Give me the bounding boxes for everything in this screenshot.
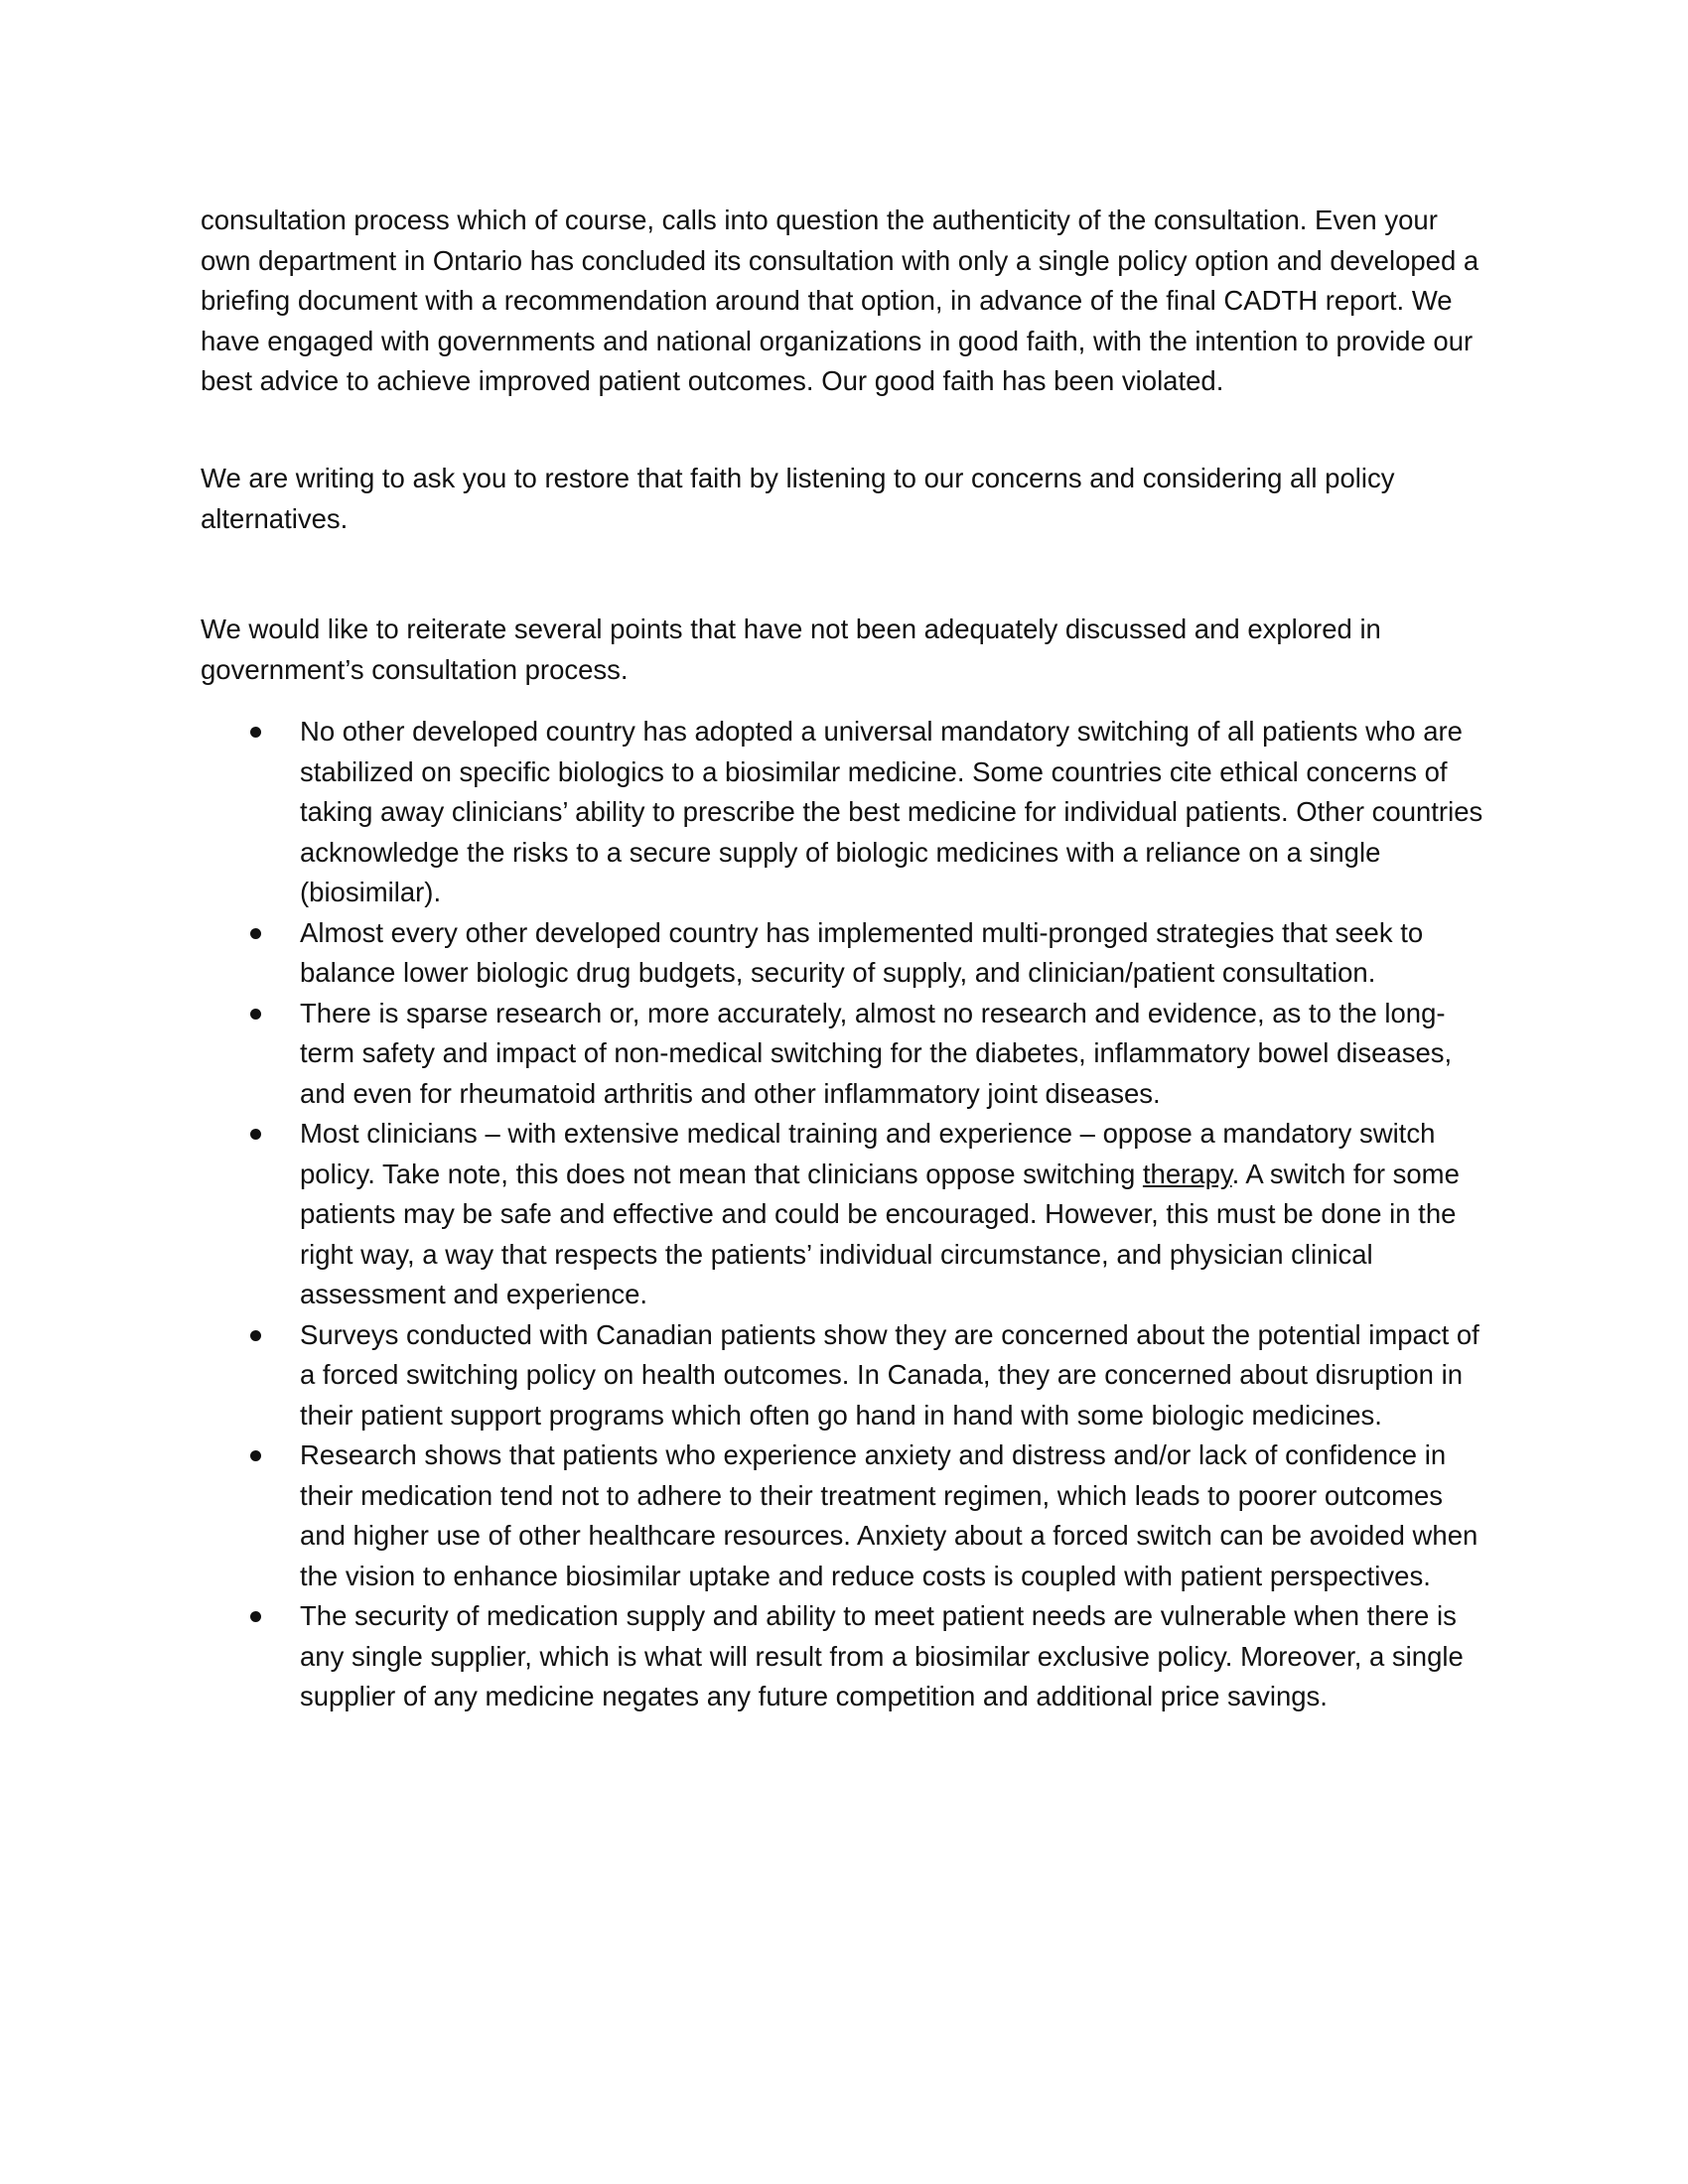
bullet-item — [201, 1315, 1487, 1436]
paragraph-consultation-process — [201, 201, 1487, 402]
bullet-item — [201, 913, 1487, 994]
paragraph-restore-faith — [201, 459, 1487, 539]
bullet-text: Almost every other developed country has implemented multi-pronged strategies that seek to balance lower biologic drug budgets, security of supply, and clinician/patient consultation. — [300, 916, 1424, 988]
bullet-text: The security of medication supply and ability to meet patient needs are vulnerable when there is any single supplier, which is what will result from a biosimilar exclusive policy. Moreover, a single supplier of any medicine negates any future competition and additional price savings. — [300, 1600, 1464, 1711]
bullet-text-after: . A switch for some patients may be safe and effective and could be encouraged. However, this must be done in the right way, a way that respects the patients’ individual circumstance, and physician clinical assessment and experience. — [300, 1158, 1460, 1309]
bullet-item — [201, 1435, 1487, 1596]
bullet-icon — [250, 928, 261, 939]
paragraph-text: We are writing to ask you to restore that faith by listening to our concerns and considering all policy alternatives. — [201, 463, 1395, 534]
bullet-list — [201, 712, 1487, 1717]
bullet-icon — [250, 1330, 261, 1341]
bullet-text: There is sparse research or, more accurately, almost no research and evidence, as to the long-term safety and impact of non-medical switching for the diabetes, inflammatory bowel diseases, and even for rheumatoid arthritis and other inflammatory joint diseases. — [300, 997, 1453, 1109]
bullet-text: Research shows that patients who experience anxiety and distress and/or lack of confidence in their medication tend not to adhere to their treatment regimen, which leads to poorer outcomes and higher use of other healthcare resources. Anxiety about a forced switch can be avoided when the vision to enhance biosimilar uptake and reduce costs is coupled with patient perspectives. — [300, 1439, 1478, 1591]
paragraph-reiterate-points — [201, 610, 1487, 690]
bullet-text-before: Most clinicians – with extensive medical training and experience – oppose a mandatory switch policy. Take note, this does not mean that clinicians oppose switching — [300, 1118, 1436, 1189]
bullet-icon — [250, 1450, 261, 1461]
bullet-item — [201, 1596, 1487, 1717]
bullet-item — [201, 1114, 1487, 1315]
underlined-word: therapy — [1142, 1158, 1232, 1189]
bullet-text: Surveys conducted with Canadian patients show they are concerned about the potential impact of a forced switching policy on health outcomes. In Canada, they are concerned about disruption in their patient support programs which often go hand in hand with some biologic medicines. — [300, 1318, 1479, 1431]
bullet-icon — [250, 727, 261, 738]
bullet-icon — [250, 1009, 261, 1020]
paragraph-text: consultation process which of course, calls into question the authenticity of the consultation. Even your own department in Ontario has concluded its consultation with only a single policy option and developed a briefing document with a recommendation around that option, in advance of the final CADTH report. We have engaged with governments and national organizations in good faith, with the intention to provide our best advice to achieve improved patient outcomes. Our good faith has been violated. — [201, 205, 1479, 396]
bullet-item — [201, 994, 1487, 1115]
paragraph-text: We would like to reiterate several points that have not been adequately discussed and explored in government’s consultation process. — [201, 614, 1381, 685]
bullet-item — [201, 712, 1487, 913]
bullet-icon — [250, 1611, 261, 1622]
bullet-icon — [250, 1129, 261, 1140]
bullet-text: No other developed country has adopted a universal mandatory switching of all patients who are stabilized on specific biologics to a biosimilar medicine. Some countries cite ethical concerns of taking away clinicians’ ability to prescribe the best medicine for individual patients. Other countries acknowledge the risks to a secure supply of biologic medicines with a reliance on a single (biosimilar). — [300, 716, 1483, 907]
